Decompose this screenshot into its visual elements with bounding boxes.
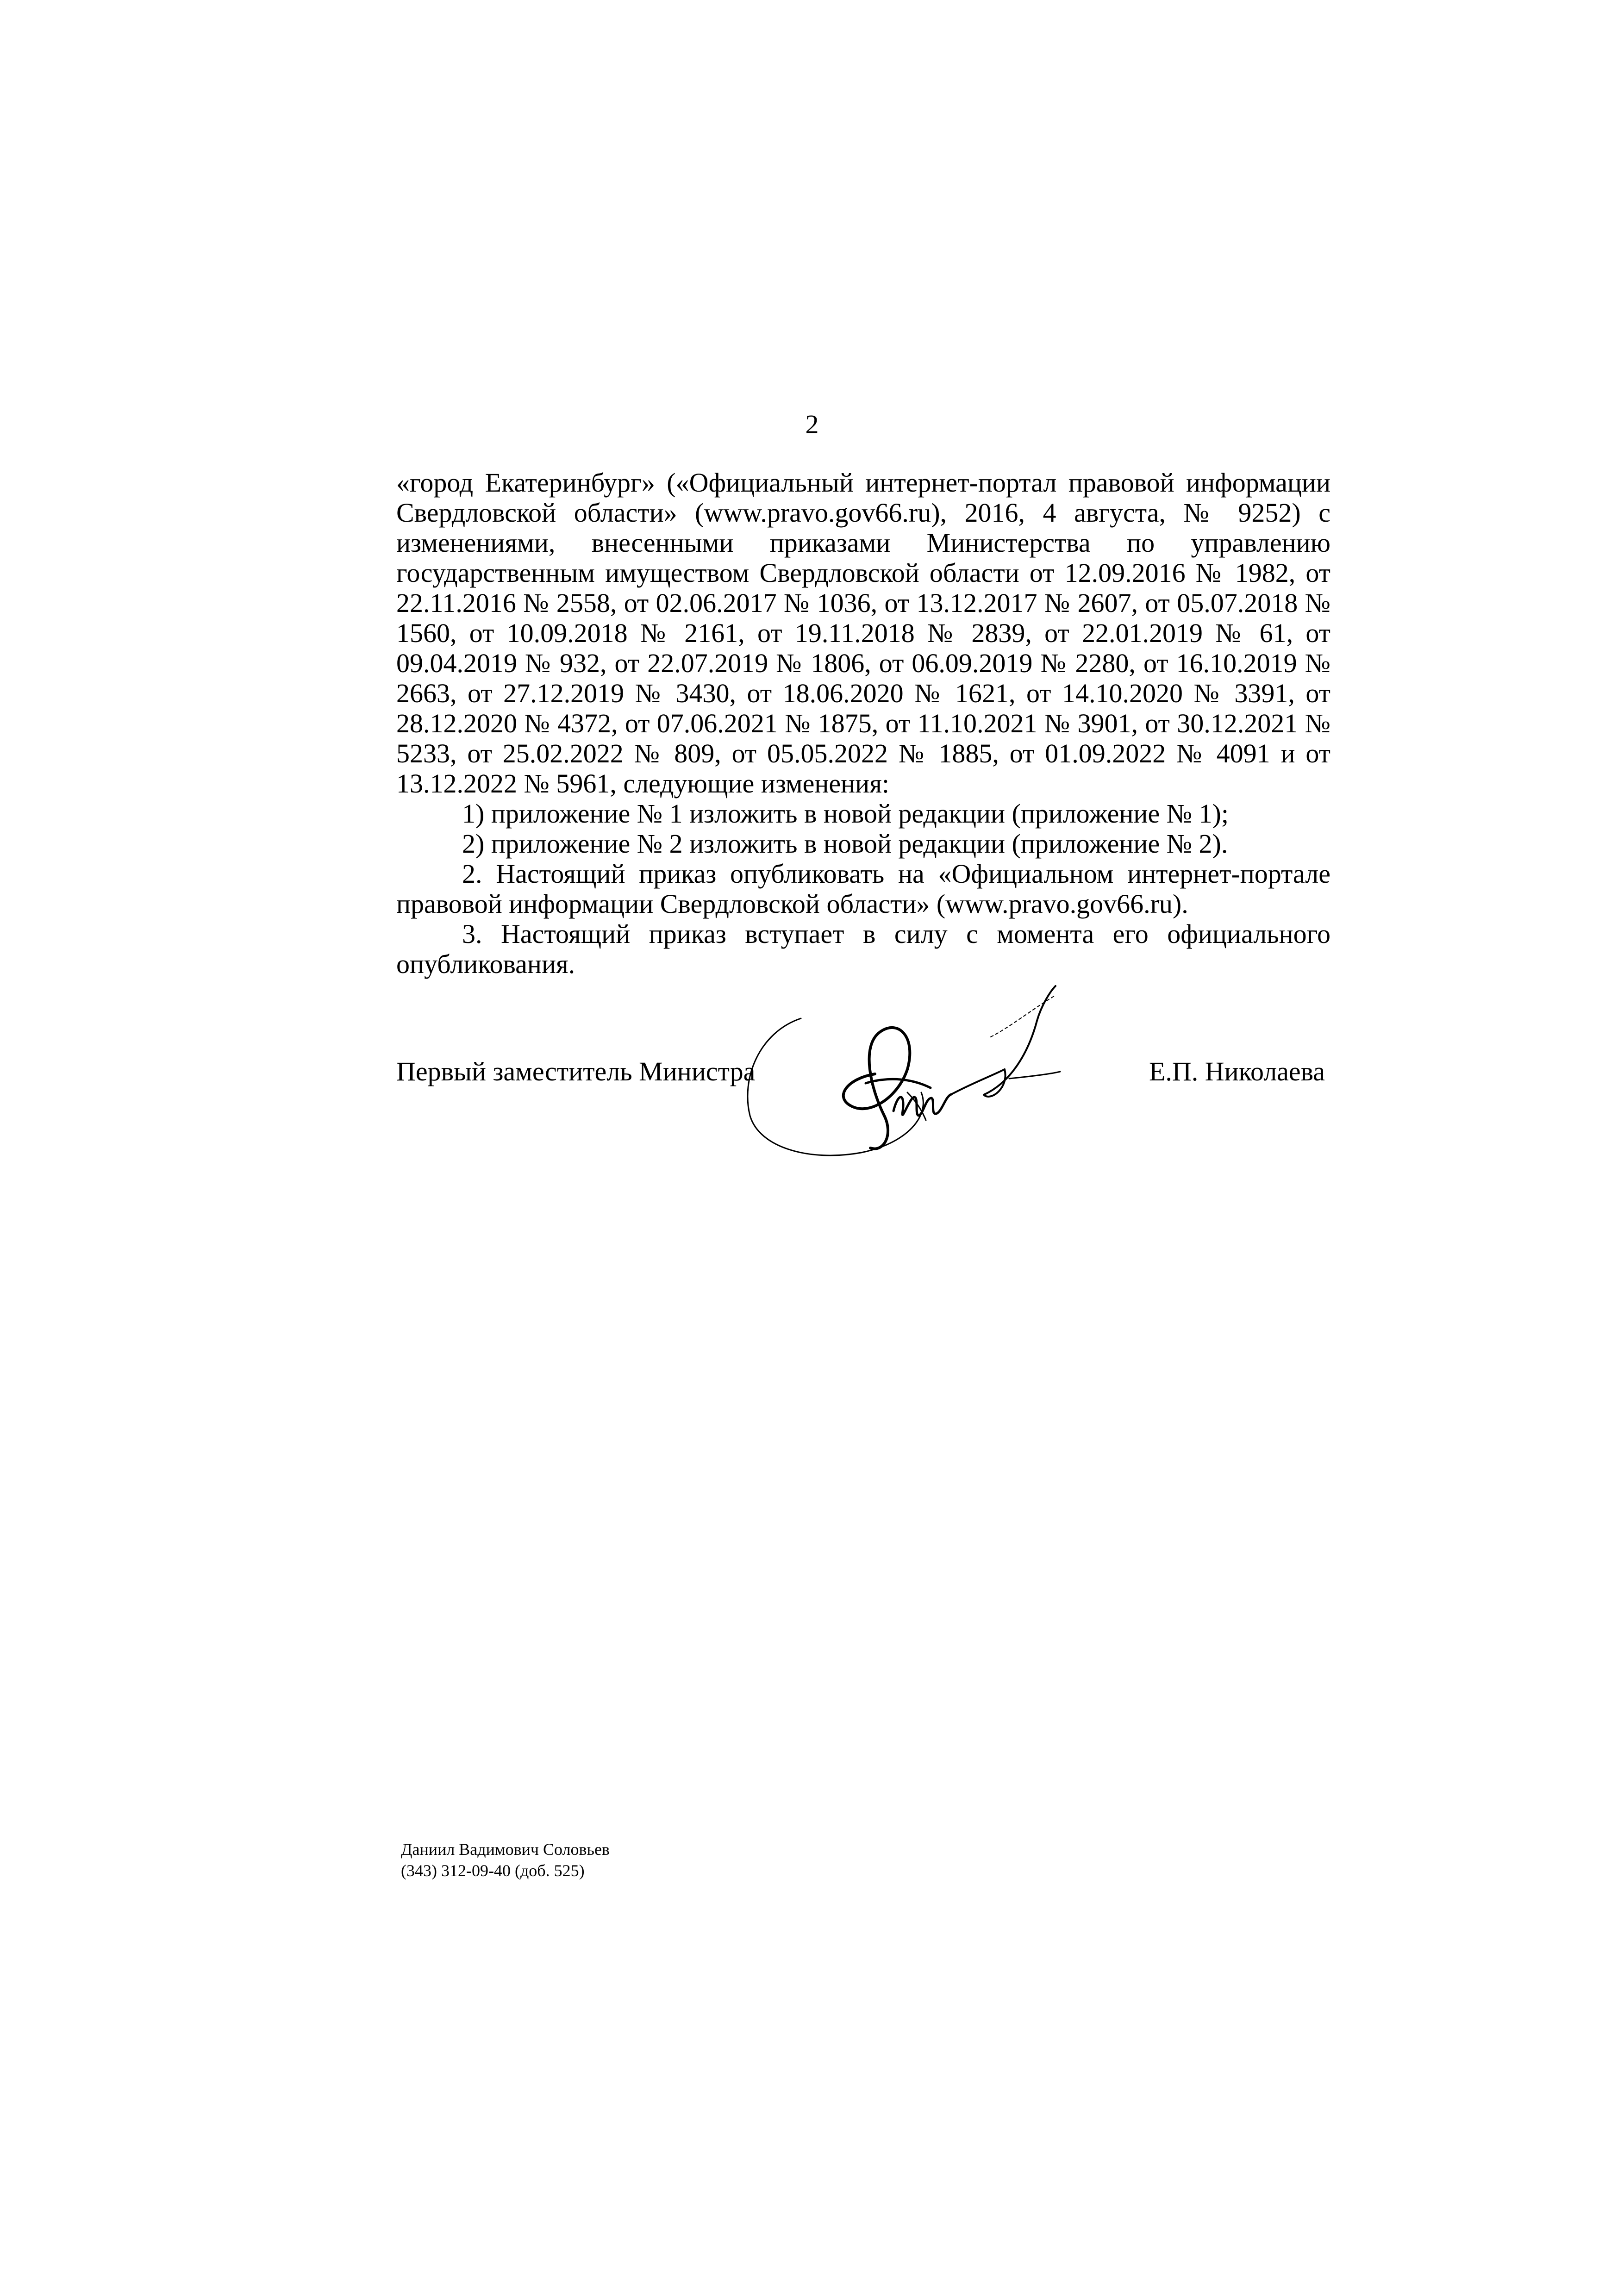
handwritten-signature bbox=[731, 977, 1083, 1190]
signatory-name: Е.П. Николаева bbox=[1149, 1056, 1325, 1086]
document-body bbox=[396, 468, 1330, 979]
paragraph-amendments-intro: «город Екатеринбург» («Официальный интернет-портал правовой информации Свердловской области» (www.pravo.gov66.ru), 2016, 4 августа, № 9252) с изменениями, внесенными приказами Министерства по управлению государственным имуществом Свердловской области от 12.09.2016 № 1982, от 22.11.2016 № 2558, от 02.06.2017 № 1036, от 13.12.2017 № 2607, от 05.07.2018 № 1560, от 10.09.2018 № 2161, от 19.11.2018 № 2839, от 22.01.2019 № 61, от 09.04.2019 № 932, от 22.07.2019 № 1806, от 06.09.2019 № 2280, от 16.10.2019 № 2663, от 27.12.2019 № 3430, от 18.06.2020 № 1621, от 14.10.2020 № 3391, от 28.12.2020 № 4372, от 07.06.2021 № 1875, от 11.10.2021 № 3901, от 30.12.2021 № 5233, от 25.02.2022 № 809, от 05.05.2022 № 1885, от 01.09.2022 № 4091 и от 13.12.2022 № 5961, следующие изменения: bbox=[396, 468, 1330, 799]
contact-info bbox=[401, 1839, 610, 1881]
contact-name: Даниил Вадимович Соловьев bbox=[401, 1840, 610, 1859]
contact-phone: (343) 312-09-40 (доб. 525) bbox=[401, 1861, 585, 1880]
paragraph-publication: 2. Настоящий приказ опубликовать на «Официальном интернет-портале правовой информации Свердловской области» (www.pravo.gov66.ru). bbox=[396, 859, 1330, 919]
paragraph-effective-date: 3. Настоящий приказ вступает в силу с момента его официального опубликования. bbox=[396, 919, 1330, 979]
paragraph-item-1: 1) приложение № 1 изложить в новой редакции (приложение № 1); bbox=[462, 799, 1229, 829]
page-number: 2 bbox=[805, 409, 819, 439]
paragraph-item-2: 2) приложение № 2 изложить в новой редакции (приложение № 2). bbox=[462, 829, 1228, 859]
signatory-position: Первый заместитель Министра bbox=[396, 1056, 756, 1086]
